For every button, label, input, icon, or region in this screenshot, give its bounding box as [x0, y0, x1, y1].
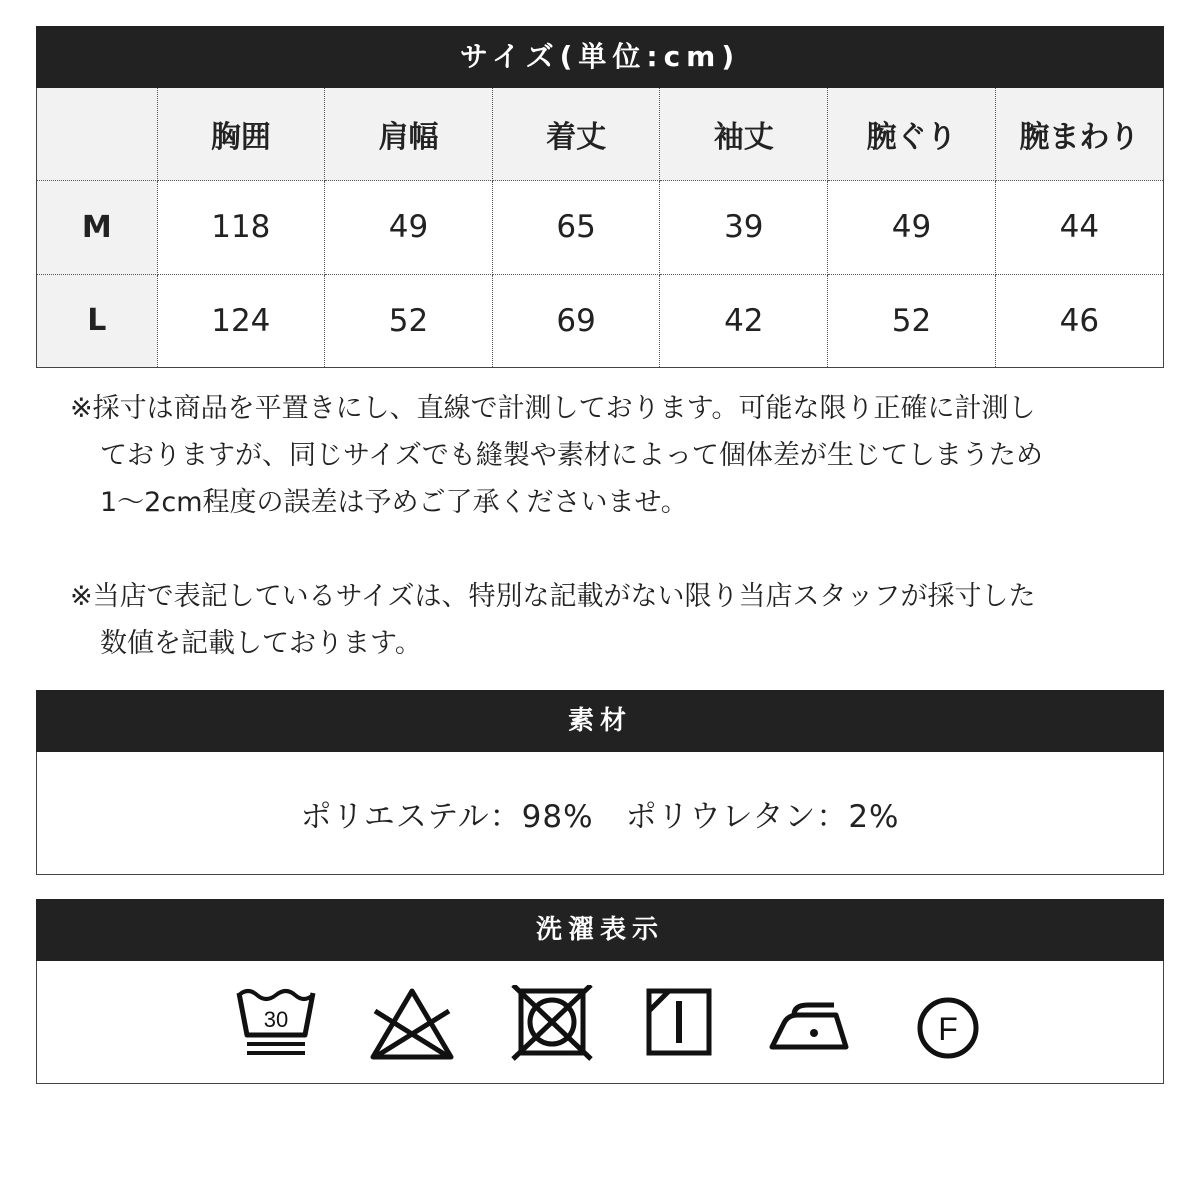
note-line: 1～2cm程度の誤差は予めご了承くださいませ。 [100, 487, 688, 518]
no-tumble-dry-icon [507, 985, 597, 1065]
table-cell: 49 [325, 181, 493, 275]
table-cell: 124 [157, 274, 325, 367]
table-row [37, 274, 1163, 367]
dry-clean-letter: F [938, 1011, 958, 1047]
table-cell: 49 [828, 181, 996, 275]
material-section-header [36, 690, 1164, 752]
table-cell: 46 [995, 274, 1163, 367]
table-cell: 39 [660, 181, 828, 275]
column-header-shoulder: 肩幅 [325, 88, 493, 181]
iron-low-icon [764, 985, 854, 1065]
note-line: ※採寸は商品を平置きにし、直線で計測しております。可能な限り正確に計測し [70, 393, 1036, 424]
table-row [37, 181, 1163, 275]
wash-temperature-label: 30 [263, 1007, 289, 1032]
table-cell: 118 [157, 181, 325, 275]
column-header-length: 着丈 [492, 88, 660, 181]
dry-clean-f-icon [903, 985, 993, 1065]
table-cell: 52 [325, 274, 493, 367]
material-item: ポリウレタン：2% [625, 798, 900, 835]
care-box [36, 961, 1164, 1084]
material-item: ポリエステル：98% [300, 798, 594, 835]
column-header-blank [37, 88, 157, 181]
row-label-size: L [37, 274, 157, 367]
column-header-sleeve: 袖丈 [660, 88, 828, 181]
measurement-note [70, 385, 1140, 526]
table-cell: 42 [660, 274, 828, 367]
table-cell: 65 [492, 181, 660, 275]
note-line: ておりますが、同じサイズでも縫製や素材によって個体差が生じてしまうため [100, 440, 1043, 471]
column-header-armhole: 腕ぐり [828, 88, 996, 181]
table-cell: 69 [492, 274, 660, 367]
size-section-title: サイズ(単位:cm) [459, 40, 741, 73]
note-line: 数値を記載しております。 [100, 628, 422, 659]
note-line: ※当店で表記しているサイズは、特別な記載がない限り当店スタッフが採寸した [70, 581, 1036, 612]
column-header-arm-circumference: 腕まわり [995, 88, 1163, 181]
table-cell: 52 [828, 274, 996, 367]
table-cell: 44 [995, 181, 1163, 275]
no-bleach-icon [367, 985, 457, 1065]
line-dry-shade-icon [634, 985, 724, 1065]
size-table [36, 88, 1164, 368]
size-notation-note [70, 573, 1140, 667]
size-table-header-row [37, 88, 1163, 181]
care-icons [37, 961, 1163, 1083]
material-section-title: 素材 [567, 706, 632, 736]
size-section-header [36, 26, 1164, 88]
row-label-size: M [37, 181, 157, 275]
material-composition [37, 752, 1163, 874]
care-section-header [36, 899, 1164, 961]
wash-30-gentle-icon [231, 985, 321, 1065]
column-header-chest: 胸囲 [157, 88, 325, 181]
care-section-title: 洗濯表示 [535, 915, 664, 945]
material-box [36, 752, 1164, 875]
